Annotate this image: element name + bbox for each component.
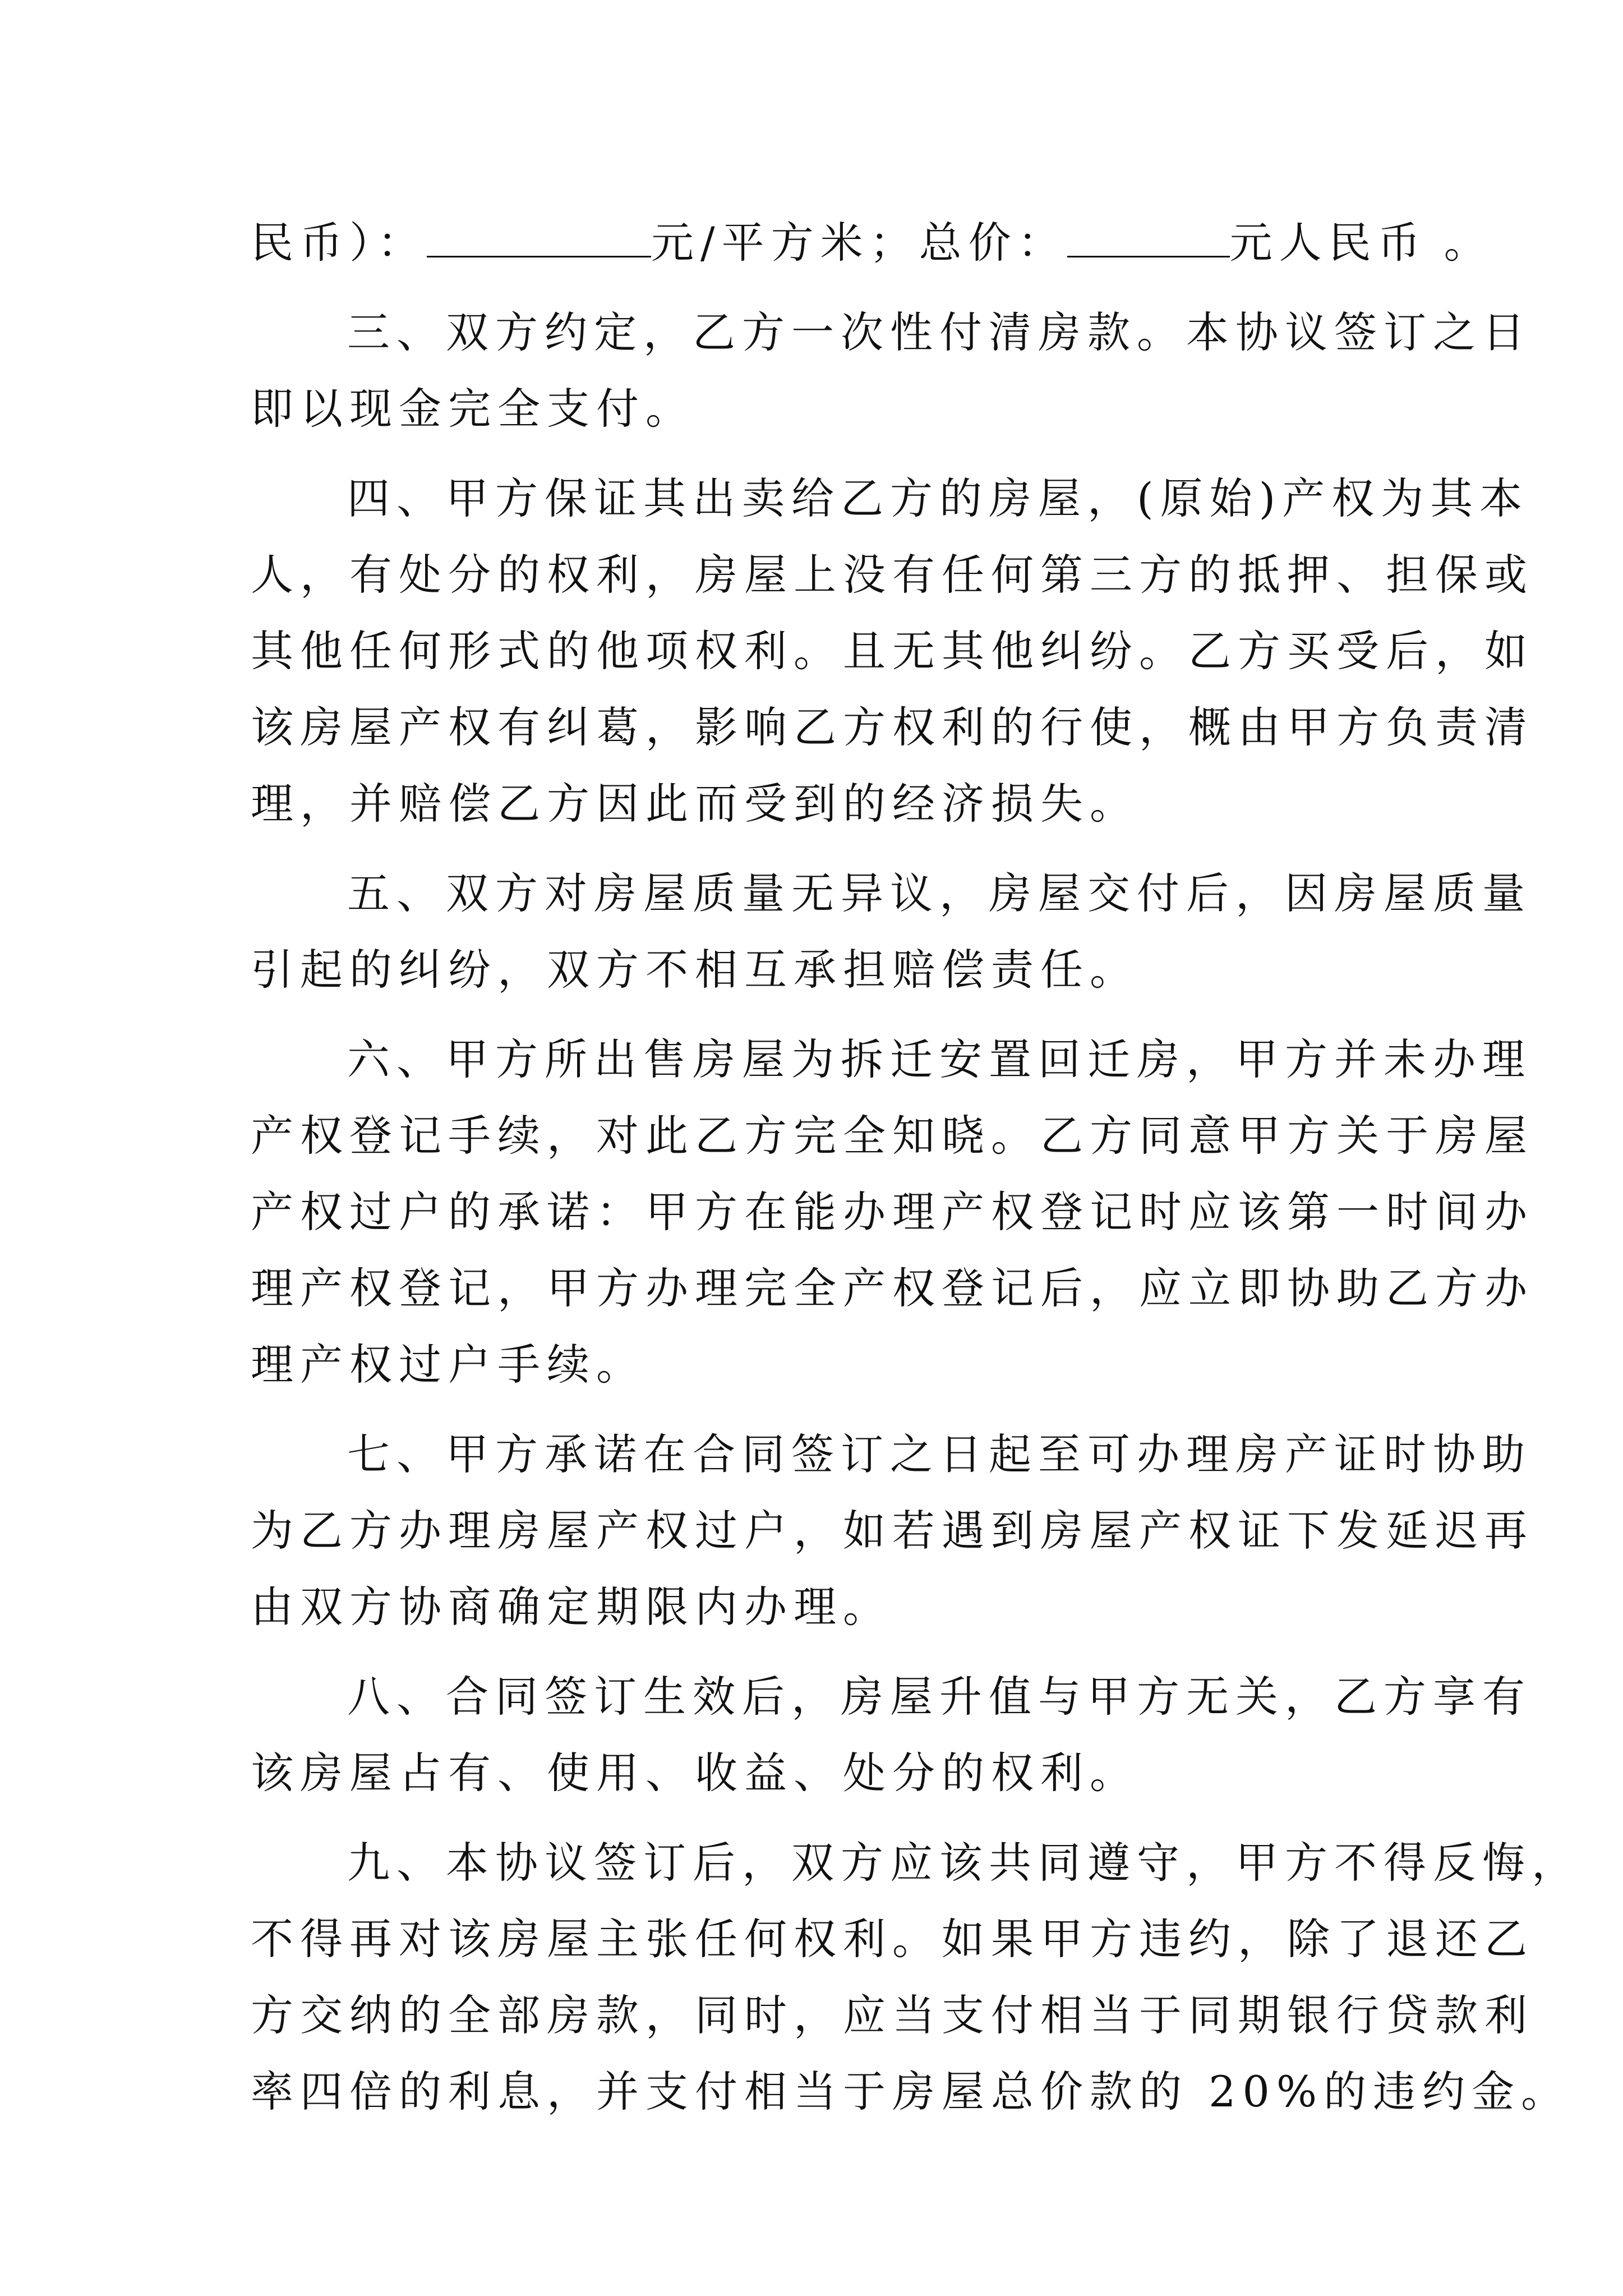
price-line-unit: 元/平方米；总价： bbox=[651, 218, 1067, 268]
document-page bbox=[251, 205, 1581, 2130]
clause-line: 八、合同签订生效后，房屋升值与甲方无关，乙方享有 bbox=[347, 1672, 1532, 1722]
clause-line: 六、甲方所出售房屋为拆迁安置回迁房，甲方并未办理 bbox=[347, 1034, 1532, 1084]
clause-line: 产权登记手续，对此乙方完全知晓。乙方同意甲方关于房屋 bbox=[251, 1111, 1534, 1161]
clause-line: 三、双方约定，乙方一次性付清房款。本协议签订之日 bbox=[347, 307, 1532, 357]
clause-line: 理产权登记，甲方办理完全产权登记后，应立即协助乙方办 bbox=[251, 1263, 1534, 1313]
clause-6 bbox=[251, 1022, 1534, 1403]
clause-line: 方交纳的全部房款，同时，应当支付相当于同期银行贷款利 bbox=[251, 1990, 1534, 2040]
clause-line: 理产权过户手续。 bbox=[251, 1340, 645, 1389]
clause-line: 不得再对该房屋主张任何权利。如果甲方违约，除了退还乙 bbox=[251, 1914, 1534, 1964]
clause-line: 产权过户的承诺：甲方在能办理产权登记时应该第一时间办 bbox=[251, 1187, 1534, 1237]
clause-3 bbox=[251, 295, 1532, 447]
clause-8 bbox=[251, 1659, 1532, 1811]
clause-5 bbox=[251, 855, 1532, 1008]
clause-line: 四、甲方保证其出卖给乙方的房屋，(原始)产权为其本 bbox=[347, 473, 1529, 523]
price-line-end: 。 bbox=[1444, 218, 1493, 268]
clause-line: 率四倍的利息，并支付相当于房屋总价款的 20%的违约金。 bbox=[251, 2067, 1571, 2116]
clause-line: 九、本协议签订后，双方应该共同遵守，甲方不得反悔， bbox=[347, 1838, 1581, 1888]
clause-line: 该房屋占有、使用、收益、处分的权利。 bbox=[251, 1748, 1139, 1798]
unit-price-blank bbox=[427, 220, 651, 257]
clause-line: 引起的纠纷，双方不相互承担赔偿责任。 bbox=[251, 945, 1139, 995]
price-line-prefix: 民币）： bbox=[251, 218, 427, 268]
clause-7 bbox=[251, 1416, 1534, 1645]
total-price-blank bbox=[1067, 220, 1230, 257]
clause-4 bbox=[251, 461, 1534, 842]
clause-line: 为乙方办理房屋产权过户，如若遇到房屋产权证下发延迟再 bbox=[251, 1506, 1534, 1556]
clause-9 bbox=[251, 1825, 1581, 2130]
clause-line: 七、甲方承诺在合同签订之日起至可办理房产证时协助 bbox=[347, 1429, 1532, 1479]
clause-line: 由双方协商确定期限内办理。 bbox=[251, 1582, 892, 1632]
clause-line: 理，并赔偿乙方因此而受到的经济损失。 bbox=[251, 779, 1139, 829]
clause-line: 该房屋产权有纠葛，影响乙方权利的行使，概由甲方负责清 bbox=[251, 702, 1534, 752]
price-line bbox=[251, 205, 1493, 281]
clause-line: 五、双方对房屋质量无异议，房屋交付后，因房屋质量 bbox=[347, 868, 1532, 918]
clause-line: 即以现金完全支付。 bbox=[251, 384, 695, 434]
price-line-currency: 元人民币 bbox=[1229, 218, 1427, 268]
clause-line: 其他任何形式的他项权利。且无其他纠纷。乙方买受后，如 bbox=[251, 626, 1534, 676]
clause-line: 人，有处分的权利，房屋上没有任何第三方的抵押、担保或 bbox=[251, 550, 1534, 600]
